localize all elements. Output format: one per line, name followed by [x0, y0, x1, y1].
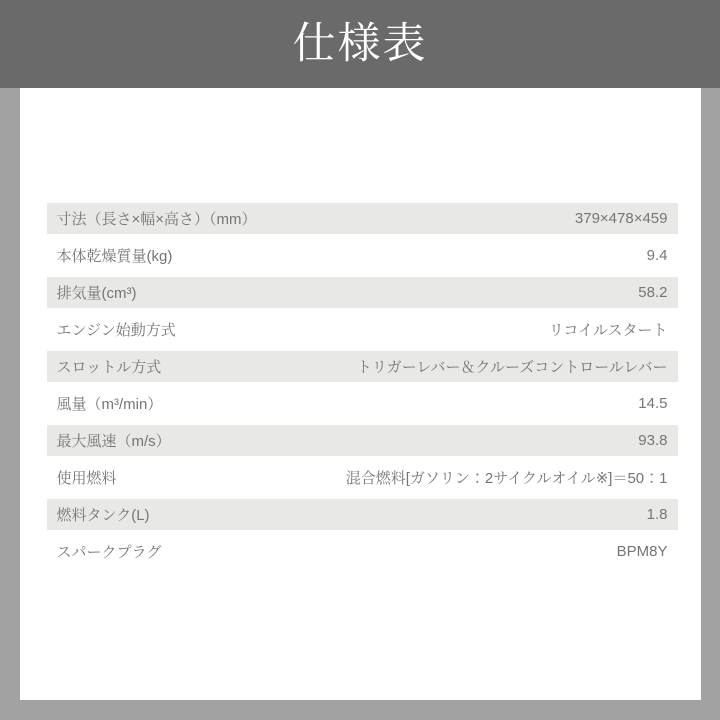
spec-value: 379×478×459: [574, 210, 668, 227]
spec-value: トリガーレバー＆クルーズコントロールレバー: [356, 359, 668, 376]
spec-row: [47, 459, 678, 496]
spec-value: 58.2: [638, 284, 668, 301]
spec-value: 混合燃料[ガソリン：2サイクルオイル※]＝50：1: [345, 470, 668, 487]
spec-label: 風量（m³/min）: [56, 396, 163, 413]
spec-label: エンジン始動方式: [56, 322, 176, 339]
spec-label: 燃料タンク(L): [56, 507, 150, 524]
spec-row: [47, 385, 678, 422]
spec-label: スパークプラグ: [56, 544, 162, 561]
spec-label: 本体乾燥質量(kg): [56, 248, 173, 265]
spec-panel: [20, 88, 701, 700]
spec-value: リコイルスタート: [548, 322, 668, 339]
spec-row: [47, 533, 678, 570]
spec-row: [47, 237, 678, 274]
spec-value: 14.5: [638, 395, 668, 412]
spec-row: [47, 200, 678, 237]
spec-row: [47, 311, 678, 348]
spec-label: 使用燃料: [56, 470, 117, 487]
spec-row: [47, 496, 678, 533]
page-title: 仕様表: [292, 19, 428, 68]
spec-label: 寸法（長さ×幅×高さ）（mm）: [56, 211, 257, 228]
spec-row: [47, 422, 678, 459]
spec-value: 9.4: [646, 247, 668, 264]
spec-row: [47, 348, 678, 385]
spec-label: 排気量(cm³): [56, 285, 137, 302]
spec-row: [47, 274, 678, 311]
spec-value: 1.8: [646, 506, 668, 523]
spec-label: スロットル方式: [56, 359, 162, 376]
spec-value: 93.8: [638, 432, 668, 449]
spec-label: 最大風速（m/s）: [56, 433, 171, 450]
spec-value: BPM8Y: [616, 543, 668, 560]
spec-table: [47, 88, 678, 570]
page-header: [0, 0, 720, 88]
